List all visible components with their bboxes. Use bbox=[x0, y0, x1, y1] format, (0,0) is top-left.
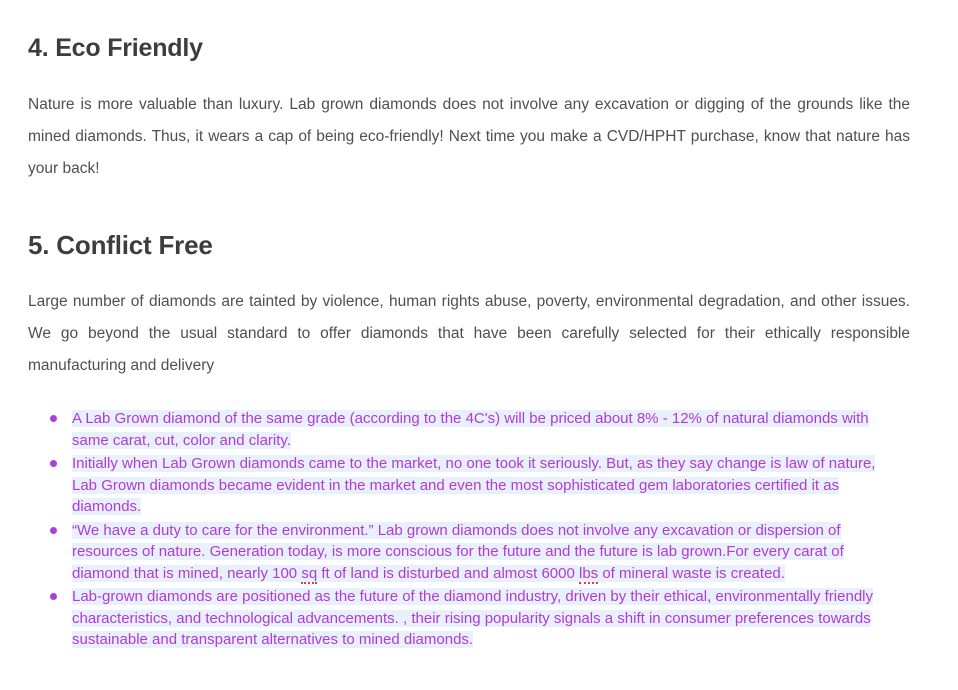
spellcheck-word: sq bbox=[301, 564, 318, 582]
bullet-list-conflict-free bbox=[28, 408, 928, 651]
section-paragraph-conflict-free: Large number of diamonds are tainted by violence, human rights abuse, poverty, environmental degradation, and other issues. We go beyond the usual standard to offer diamonds that have been carefully selected for their ethically responsible manufacturing and delivery bbox=[28, 293, 910, 375]
document-section-conflict-free bbox=[28, 229, 928, 651]
bullet-dot-icon bbox=[50, 460, 57, 467]
section-heading-conflict-free: 5. Conflict Free bbox=[28, 229, 213, 260]
bullet-dot-icon bbox=[50, 415, 57, 422]
section-paragraph-eco-friendly: Nature is more valuable than luxury. Lab grown diamonds does not involve any excavation or digging of the grounds like the mined diamonds. Thus, it wears a cap of being eco-friendly! Next time you make a CVD/HPHT purchase, know that nature has your back! bbox=[28, 95, 910, 177]
list-item-text: Initially when Lab Grown diamonds came to the market, no one took it seriously. But, as they say change is law of nature, Lab Grown diamonds became evident in the market and even the most sophisticated gem laboratories certified it as diamonds. bbox=[72, 455, 876, 516]
section-heading-eco-friendly: 4. Eco Friendly bbox=[28, 34, 203, 62]
list-item bbox=[70, 408, 928, 451]
bullet-dot-icon bbox=[50, 527, 57, 534]
list-item bbox=[70, 520, 928, 585]
bullet-dot-icon bbox=[50, 593, 57, 600]
list-item bbox=[70, 586, 928, 651]
spellcheck-word: lbs bbox=[578, 564, 599, 582]
list-item-text: A Lab Grown diamond of the same grade (according to the 4C's) will be priced about 8% - 12% of natural diamonds with same carat, cut, color and clarity. bbox=[72, 410, 869, 449]
list-item bbox=[70, 453, 928, 518]
list-item-text: Lab-grown diamonds are positioned as the future of the diamond industry, driven by their ethical, environmentally friendly characteristics, and technological advancements. , their rising popularity signals a shift in consumer preferences towards sustainable and transparent alternatives to mined diamonds. bbox=[72, 588, 873, 649]
list-item-text: “We have a duty to care for the environment.” Lab grown diamonds does not involve any excavation or dispersion of resources of nature. Generation today, is more conscious for the future and the future is lab grown.For every carat of diamond that is mined, nearly 100 sq ft of land is disturbed and almost 6000 lbs of mineral waste is created. bbox=[72, 521, 844, 582]
document-section-eco-friendly bbox=[28, 18, 928, 185]
